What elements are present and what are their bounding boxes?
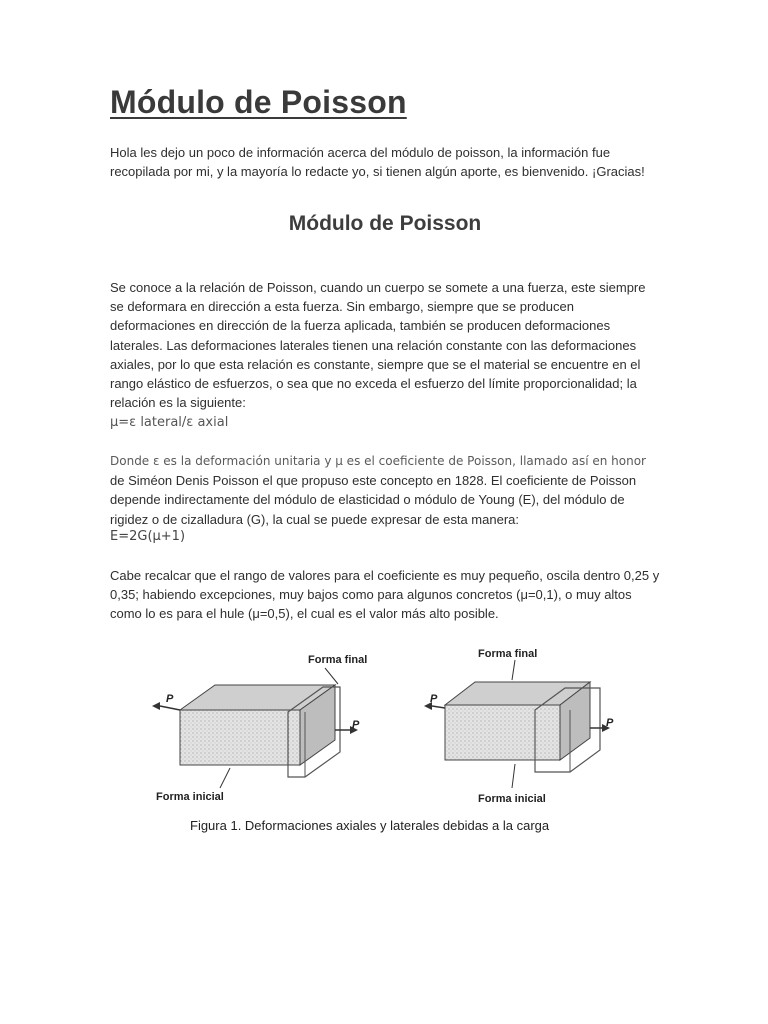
- deformation-figure: [140, 640, 640, 840]
- right-block-diagram: [424, 660, 610, 788]
- relation-paragraph: Se conoce a la relación de Poisson, cuando un cuerpo se somete a una fuerza, este siempre se deformara en dirección a esta fuerza. Sin embargo, siempre que se producen deformaciones en dirección de la fuerza aplicada, también se producen deformaciones laterales. Las deformaciones laterales tienen una relación constante con las deformaciones axiales, por lo que esta relación es constante, siempre que se el material se encuentre en el rango elástico de esfuerzos, o sea que no exceda el esfuerzo del límite proporcionalidad; la relación es la siguiente:: [110, 280, 646, 411]
- intro-paragraph: Hola les dejo un poco de información acerca del módulo de poisson, la información fue recopilada por mi, y la mayoría lo redacte yo, si tienen algún aporte, es bienvenido. ¡Gracias!: [110, 145, 645, 180]
- figure-caption: Figura 1. Deformaciones axiales y laterales debidas a la carga: [190, 818, 550, 833]
- right-force-label-1: P: [430, 693, 438, 705]
- right-force-label-2: P: [606, 717, 614, 729]
- definition-rest: de Siméon Denis Poisson el que propuso este concepto en 1828. El coeficiente de Poisson depende indirectamente del módulo de elasticidad o módulo de Young (E), del módulo de rigidez o de cizalladura (G), la cual se puede expresar de esta manera:: [110, 473, 637, 527]
- left-force-label-2: P: [352, 719, 360, 731]
- left-block-diagram: [152, 668, 358, 788]
- definition-paragraph: [110, 451, 662, 529]
- right-final-label: Forma final: [478, 648, 538, 660]
- page-title: Módulo de Poisson: [110, 84, 407, 120]
- range-paragraph: Cabe recalcar que el rango de valores para el coeficiente es muy pequeño, oscila dentro 0,25 y 0,35; habiendo excepciones, muy bajos como para algunos concretos (μ=0,1), o muy altos como lo es para el hule (μ=0,5), el cual es el valor más alto posible.: [110, 568, 660, 622]
- left-force-label-1: P: [166, 693, 174, 705]
- poisson-formula: μ=ε lateral/ε axial: [110, 415, 229, 430]
- left-initial-label: Forma inicial: [156, 791, 224, 803]
- young-formula: E=2G(μ+1): [110, 529, 186, 544]
- section-title: Módulo de Poisson: [288, 212, 482, 235]
- right-initial-label: Forma inicial: [478, 793, 546, 805]
- left-final-label: Forma final: [308, 654, 368, 666]
- definition-lead: Donde ε es la deformación unitaria y μ es el coeficiente de Poisson, llamado así en honor: [110, 454, 646, 468]
